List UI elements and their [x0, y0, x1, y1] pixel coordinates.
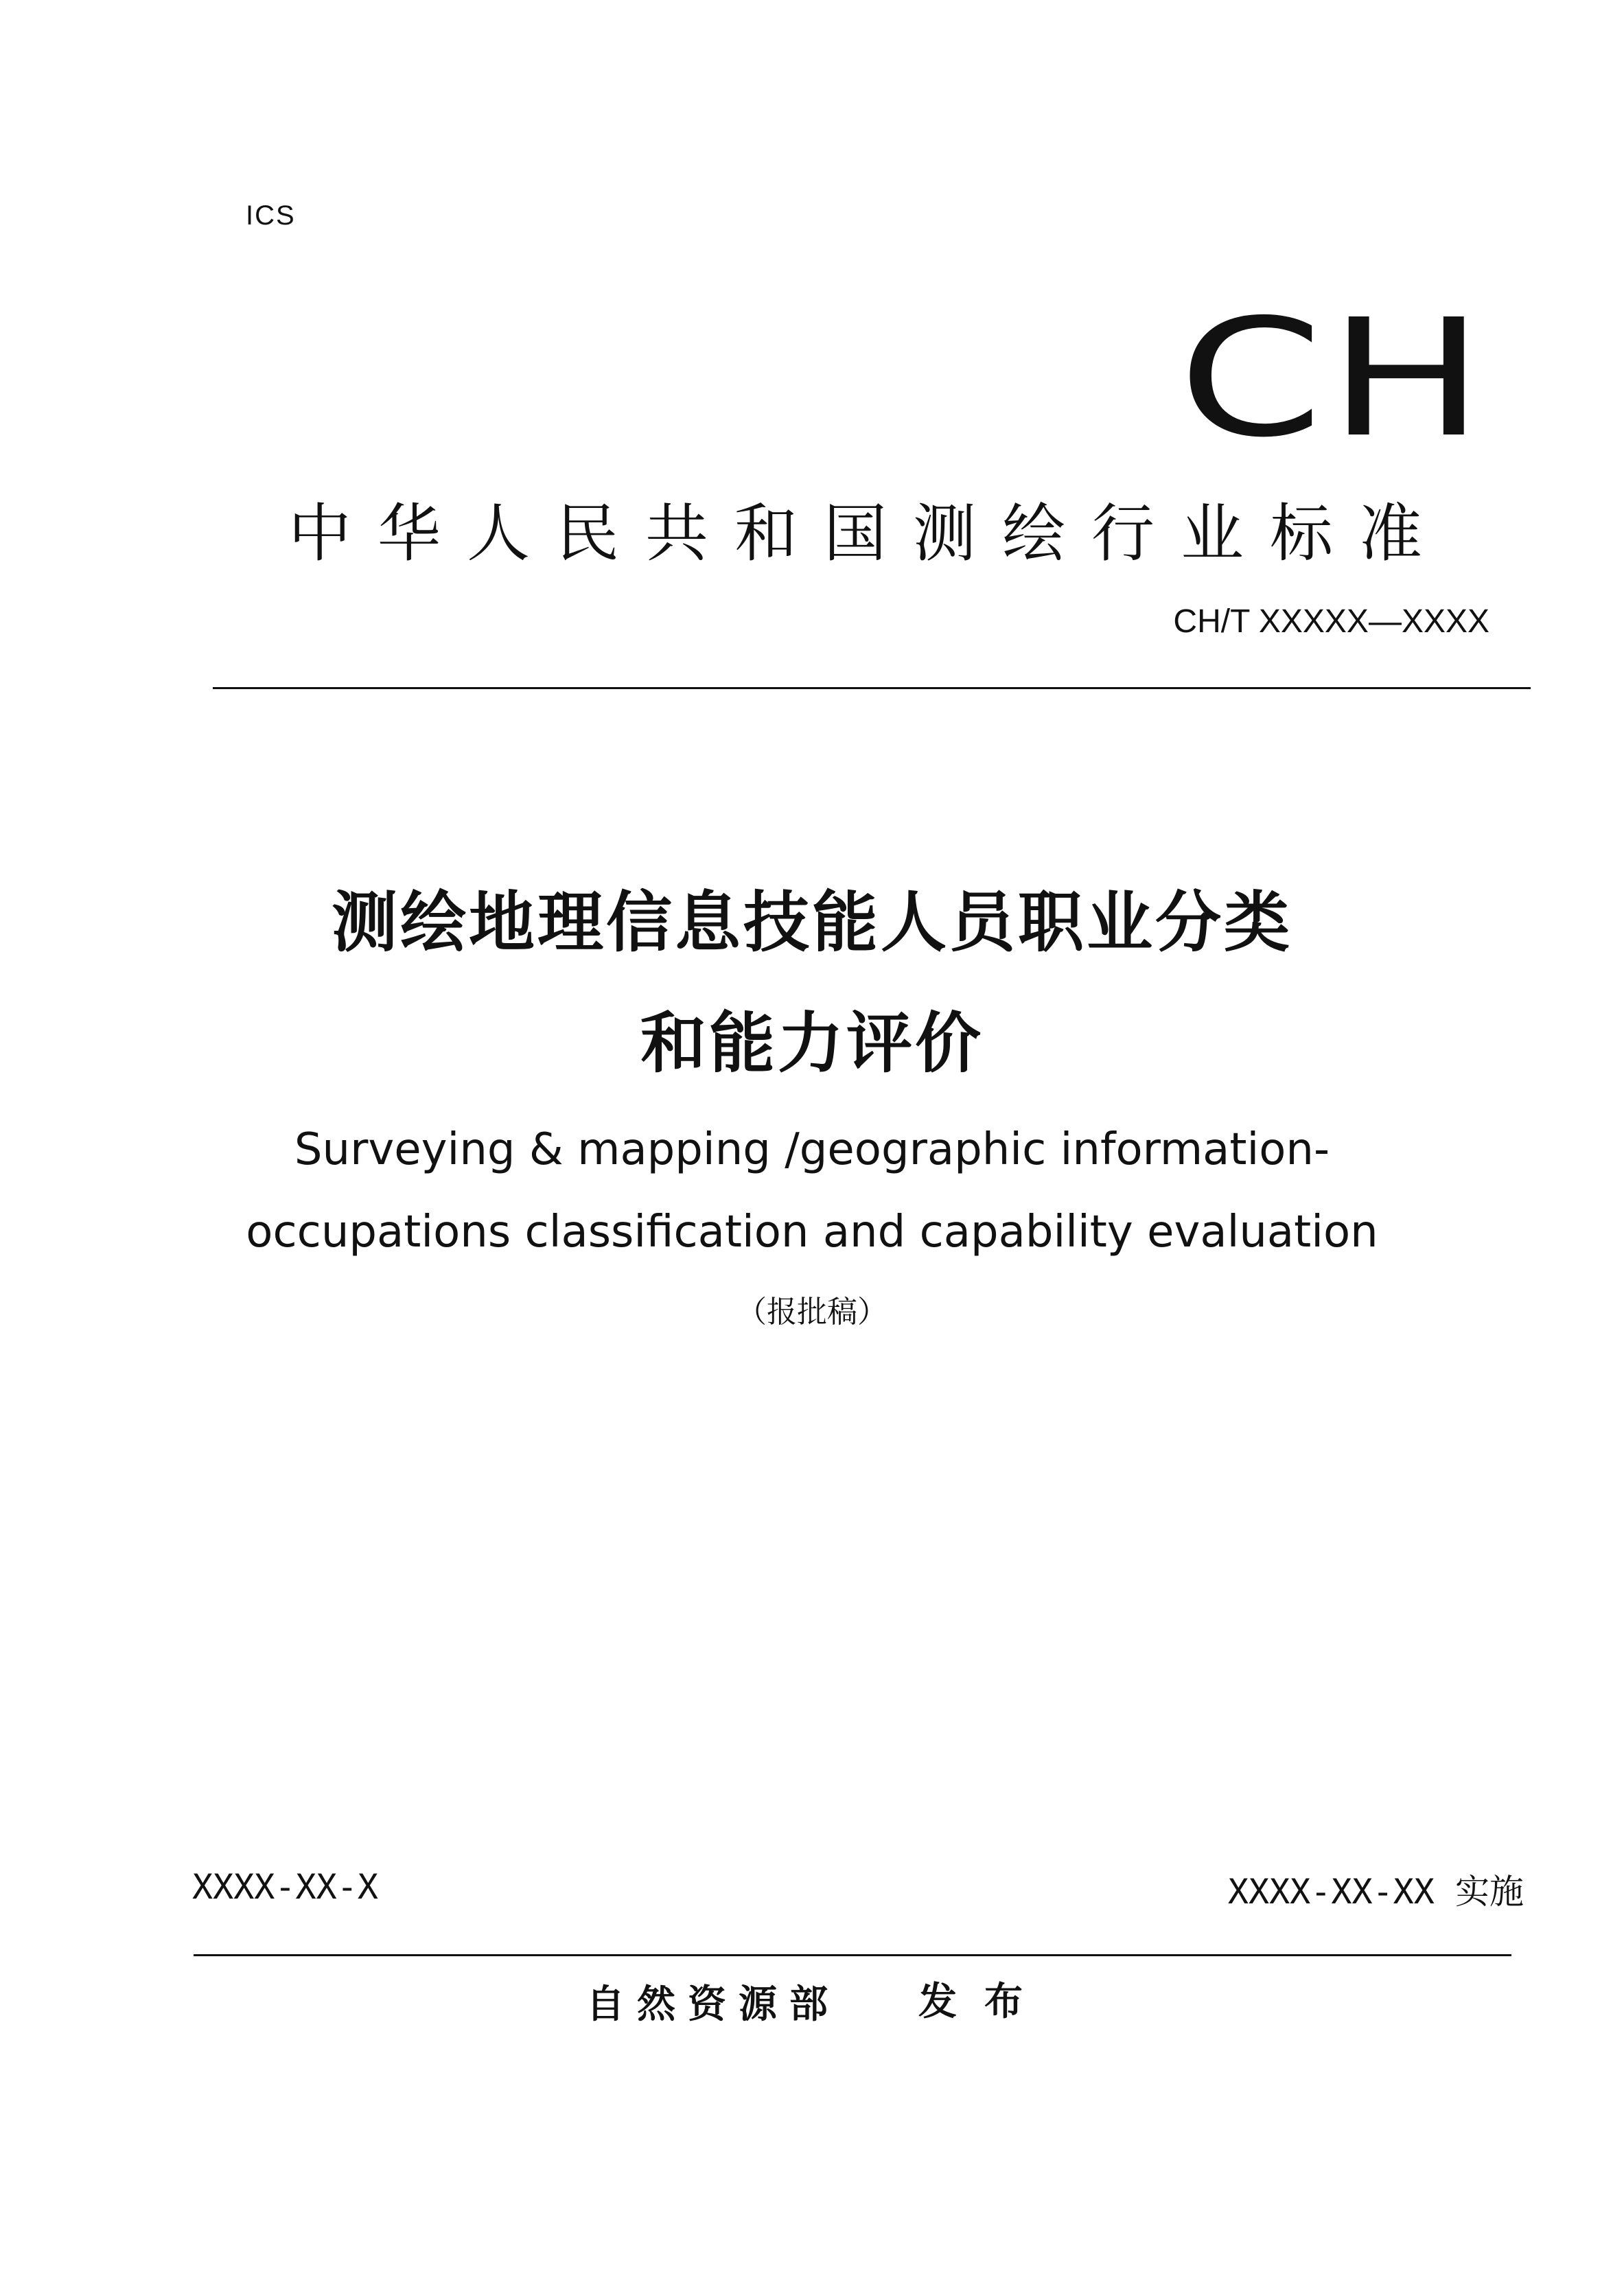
draft-status: （报批稿） [736, 1295, 888, 1330]
standard-number: CH/T XXXXX—XXXX [1173, 603, 1489, 640]
issue-date: XXXX-XX-X [192, 1867, 378, 1907]
effective-date: XXXX-XX-XX 实施 [1227, 1872, 1524, 1912]
ics-label: ICS [246, 200, 296, 231]
document-title-line-2: 和能力评价 [640, 1005, 984, 1082]
bottom-divider [194, 1954, 1511, 1956]
ch-logo: CH [1178, 284, 1489, 473]
english-title-line-2: occupations classification and capability evaluation [246, 1207, 1378, 1257]
standard-category-title: 中华人民共和国测绘行业标准 [288, 497, 1449, 570]
publish-action: 发布 [918, 1980, 1050, 2024]
top-divider [213, 687, 1531, 689]
document-title-line-1: 测绘地理信息技能人员职业分类 [332, 884, 1292, 961]
english-title-line-1: Surveying & mapping /geographic information- [294, 1124, 1330, 1175]
publisher: 自然资源部 [586, 1982, 840, 2027]
